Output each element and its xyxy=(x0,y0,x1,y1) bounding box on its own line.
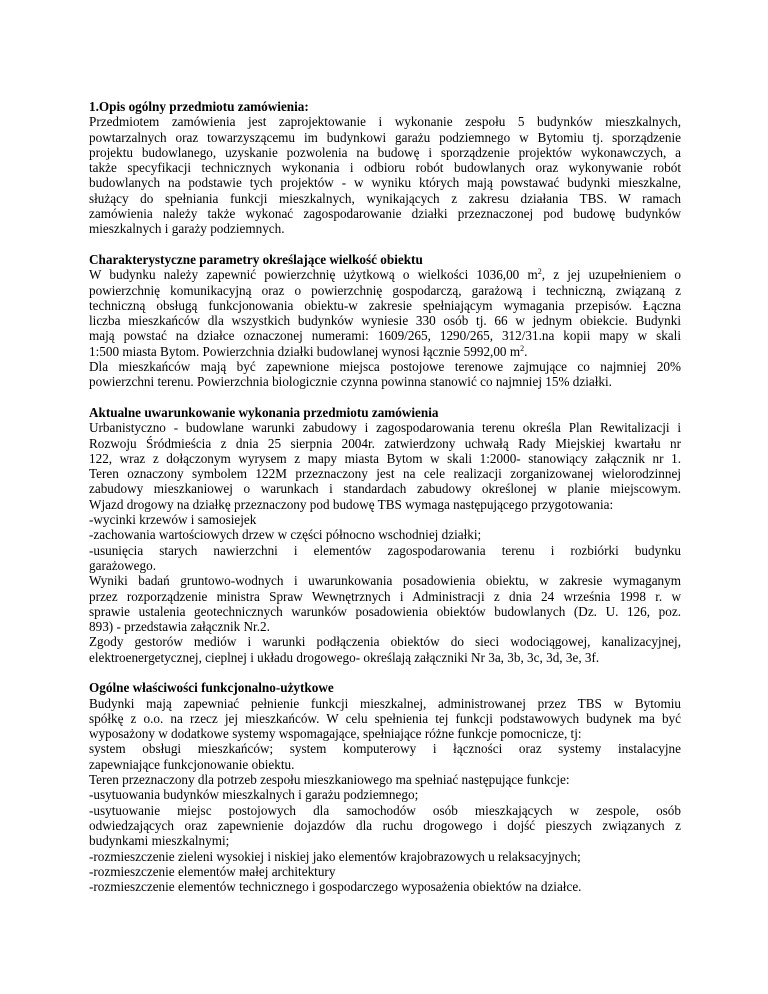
text-line: także specyfikacji technicznych wykonania i odbioru robót budowlanych oraz wykonywanie robót xyxy=(89,160,681,176)
text-line: sprawie ustalenia geotechnicznych warunków posadowienia obiektów budowlanych (Dz. U. 126, poz. xyxy=(89,603,681,619)
section-general-description xyxy=(89,99,681,237)
section-conditions xyxy=(89,405,681,665)
text-line: wyposażony w dodatkowe systemy wspomagające, spełniające różne funkcje pomocnicze, tj: xyxy=(89,726,582,742)
text-line: 1:500 miasta Bytom. Powierzchnia działki budowlanej wynosi łącznie 5992,00 $m^2$. xyxy=(89,343,528,359)
section-parameters xyxy=(89,252,681,390)
text-line: Teren oznaczony symbolem 122M przeznaczony jest na cele realizacji zorganizowanej wielorodzinnej xyxy=(89,466,681,482)
text-line: W budynku należy zapewnić powierzchnię użytkową o wielkości 1036,00 $m^2$, z jej uzupełnieniem o xyxy=(89,267,681,283)
text-line: Urbanistyczno - budowlane warunki zabudowy i zagospodarowania terenu określa Plan Rewitalizacji i xyxy=(89,420,681,436)
text-line: -rozmieszczenie elementów technicznego i gospodarczego wyposażenia obiektów na działce. xyxy=(89,879,582,895)
text-line: Wyniki badań gruntowo-wodnych i uwarunkowania posadowienia obiektu, w zakresie wymaganym xyxy=(89,573,681,589)
text-line: -wycinki krzewów i samosiejek xyxy=(89,512,257,528)
text-line: Zgody gestorów mediów i warunki podłączenia obiektów do sieci wodociągowej, kanalizacyjnej, xyxy=(89,634,681,650)
text-line: Budynki mają zapewniać pełnienie funkcji mieszkalnej, administrowanej przez TBS w Bytomiu xyxy=(89,695,681,711)
text-line: -rozmieszczenie zieleni wysokiej i niskiej jako elementów krajobrazowych u relaksacyjnych; xyxy=(89,848,581,864)
text-line: spółkę z o.o. na rzecz jej mieszkańców. W celu spełnienia tej funkcji podstawowych budynek ma być xyxy=(89,710,681,726)
superscript: 2 xyxy=(520,343,525,353)
text-line: techniczną obsługą funkcjonowania obiektu-w zakresie spełniającym wymagania przepisów. Łączna xyxy=(89,297,681,313)
text-line: odwiedzających oraz zapewnienie dojazdów dla ruchu drogowego i dojść pieszych związanych z xyxy=(89,817,681,833)
text-line: mieszkalnych i garaży podziemnych. xyxy=(89,221,285,237)
text-line: projektu budowlanego, uzyskanie pozwolenia na budowę i sporządzenie projektów wykonawczych, a xyxy=(89,144,681,160)
text-line: przez rozporządzenie ministra Spraw Wewnętrznych i Administracji z dnia 24 września 1998 r. w xyxy=(89,588,681,604)
text-line: powierzchnię komunikacyjną oraz o powierzchnię gospodarczą, garażową i techniczną, związaną z xyxy=(89,282,681,298)
section-body xyxy=(89,420,681,665)
text-line: powierzchni terenu. Powierzchnia biologicznie czynna powinna stanowić co najmniej 15% działki. xyxy=(89,374,612,390)
text-line: -usunięcia starych nawierzchni i elementów zagospodarowania terenu i rozbiórki budynku xyxy=(89,542,681,558)
text-line: Wjazd drogowy na działkę przeznaczony pod budowę TBS wymaga następującego przygotowania: xyxy=(89,496,614,512)
text-line: garażowego. xyxy=(89,557,156,573)
text-line: Rozwoju Śródmieścia z dnia 25 sierpnia 2004r. zatwierdzony uchwałą Rady Miejskiej kwartału nr xyxy=(89,435,681,451)
text-line: zabudowy mieszkaniowej o warunkach i standardach zabudowy określonej w planie miejscowym. xyxy=(89,481,681,497)
text-line: system obsługi mieszkańców; system komputerowy i łączności oraz systemy instalacyjne xyxy=(89,741,681,757)
section-body xyxy=(89,696,681,895)
text-line: zapewniające funkcjonowanie obiektu. xyxy=(89,756,295,772)
section-heading: Charakterystyczne parametry określające wielkość obiektu xyxy=(89,251,423,267)
text-line: Teren przeznaczony dla potrzeb zespołu mieszkaniowego ma spełniać następujące funkcje: xyxy=(89,772,570,788)
text-line: mają powstać na działce oznaczonej numerami: 1609/265, 1290/265, 312/31.na kopii mapy w skali xyxy=(89,328,681,344)
text-line: -usytuowania budynków mieszkalnych i garażu podziemnego; xyxy=(89,787,419,803)
section-heading: Ogólne właściwości funkcjonalno-użytkowe xyxy=(89,680,334,696)
text-line: zamówienia należy także wykonać zagospodarowanie działki przeznaczonej pod budowę budynków xyxy=(89,206,681,222)
section-heading: 1.Opis ogólny przedmiotu zamówienia: xyxy=(89,99,309,114)
text-line: -usytuowanie miejsc postojowych dla samochodów osób mieszkających w zespole, osób xyxy=(89,802,681,818)
text-line: Przedmiotem zamówienia jest zaprojektowanie i wykonanie zespołu 5 budynków mieszkalnych, xyxy=(89,114,681,130)
text-line: służący do spełniania funkcji mieszkalnych, wynikających z zakresu działania TBS. W ramach xyxy=(89,190,681,206)
text-line: powtarzalnych oraz towarzyszącemu im budynkowi garażu podziemnego w Bytomiu tj. sporządzenie xyxy=(89,129,681,145)
text-line: 122, wraz z dołączonym wyrysem z mapy miasta Bytom w skali 1:2000- stanowiący załącznik nr 1. xyxy=(89,450,681,466)
text-line: elektroenergetycznej, cieplnej i układu drogowego- określają załączniki Nr 3a, 3b, 3c, 3d, 3e, 3f. xyxy=(89,649,600,665)
section-body xyxy=(89,114,681,236)
text-line: budowlanych na podstawie tych projektów - w wyniku których mają powstawać budynki mieszkalne, xyxy=(89,175,681,191)
text-line: 893) - przedstawia załącznik Nr.2. xyxy=(89,619,270,635)
section-heading: Aktualne uwarunkowanie wykonania przedmiotu zamówienia xyxy=(89,404,439,420)
section-functional-properties xyxy=(89,680,681,894)
text-line: Dla mieszkańców mają być zapewnione miejsca postojowe terenowe zajmujące co najmniej 20% xyxy=(89,359,681,375)
document-page xyxy=(89,99,681,894)
text-line: liczba mieszkańców dla wszystkich budynków wyniesie 330 osób tj. 66 w jednym obiekcie. Budynki xyxy=(89,313,681,329)
text-line: budynkami mieszkalnymi; xyxy=(89,833,230,849)
text-line: -zachowania wartościowych drzew w części północno wschodniej działki; xyxy=(89,527,482,543)
text-line: -rozmieszczenie elementów małej architektury xyxy=(89,863,336,879)
superscript: 2 xyxy=(537,267,542,277)
section-body xyxy=(89,267,681,389)
